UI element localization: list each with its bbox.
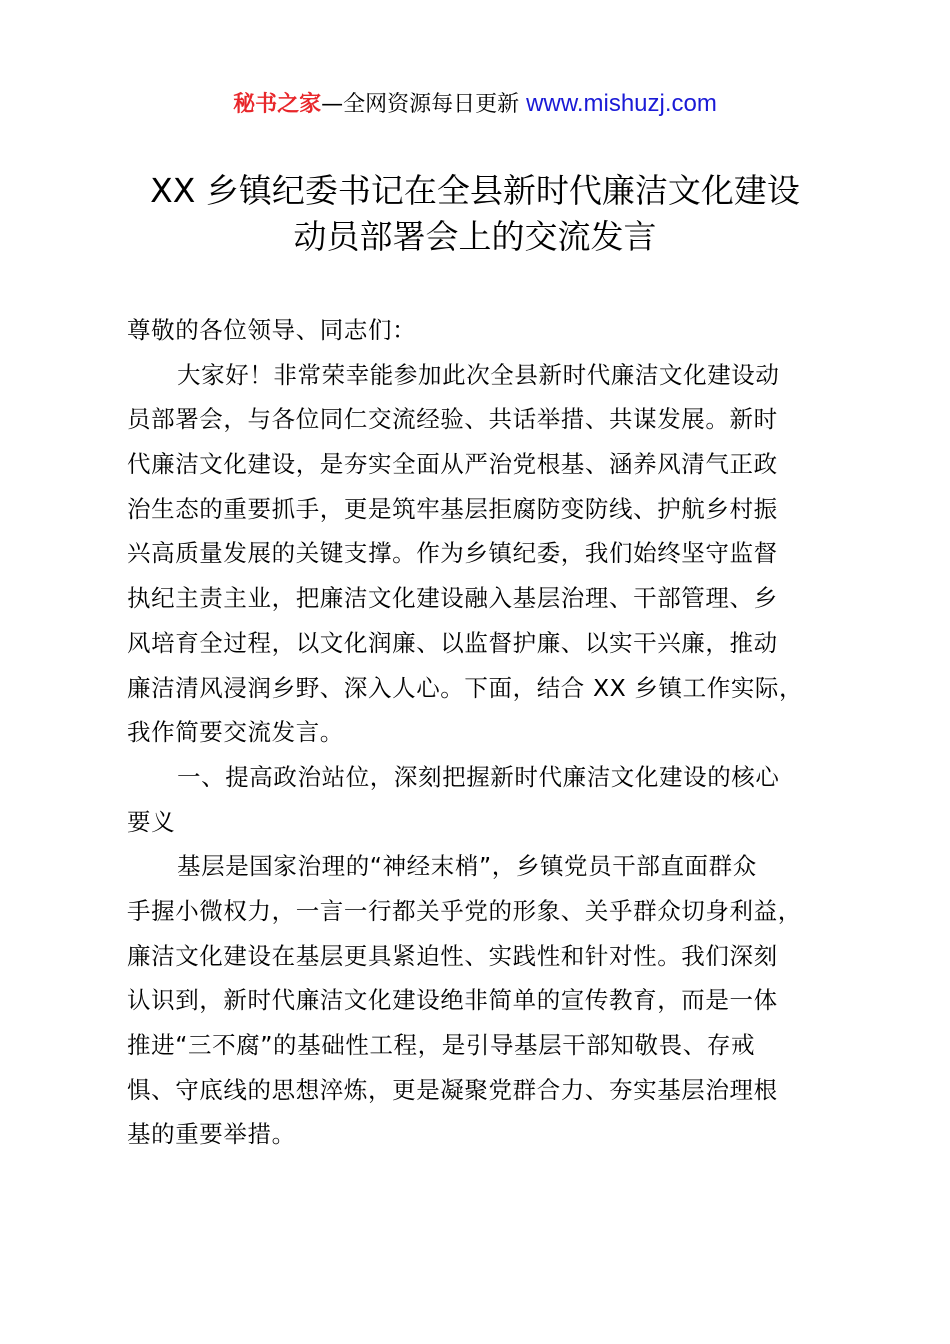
text-line: 风培育全过程，以文化润廉、以监督护廉、以实干兴廉，推动: [127, 628, 778, 657]
text-line: 认识到，新时代廉洁文化建设绝非简单的宣传教育，而是一体: [127, 986, 778, 1015]
brand-name: 秘书之家: [233, 92, 322, 117]
text-line: 治生态的重要抓手，更是筑牢基层拒腐防变防线、护航乡村振: [127, 494, 778, 523]
text-line: 手握小微权力，一言一行都关乎党的形象、关乎群众切身利益，: [127, 896, 802, 925]
text-line: 代廉洁文化建设，是夯实全面从严治党根基、涵养风清气正政: [127, 450, 778, 479]
document-body: [127, 308, 867, 1157]
text-line: 基的重要举措。: [127, 1120, 296, 1149]
text-line: 兴高质量发展的关键支撑。作为乡镇纪委，我们始终坚守监督: [127, 539, 778, 568]
title-line-2: 动员部署会上的交流发言: [293, 217, 657, 256]
text-line: 廉洁文化建设在基层更具紧迫性、实践性和针对性。我们深刻: [127, 941, 778, 970]
text-line: 一、提高政治站位，深刻把握新时代廉洁文化建设的核心: [177, 762, 780, 791]
text-line: 廉洁清风浸润乡野、深入人心。下面，结合 XX 乡镇工作实际，: [127, 673, 804, 702]
text-line: 要义: [127, 807, 176, 836]
text-line: 大家好！非常荣幸能参加此次全县新时代廉洁文化建设动: [177, 360, 780, 389]
text-line: 员部署会，与各位同仁交流经验、共话举措、共谋发展。新时: [127, 405, 778, 434]
site-header: [0, 88, 950, 121]
text-line: 我作简要交流发言。: [127, 718, 344, 747]
title-line-1: XX 乡镇纪委书记在全县新时代廉洁文化建设: [150, 171, 800, 210]
site-url-link[interactable]: www.mishuzj.com: [526, 90, 717, 117]
text-line: 惧、守底线的思想淬炼，更是凝聚党群合力、夯实基层治理根: [127, 1075, 778, 1104]
slogan: —全网资源每日更新: [321, 92, 527, 117]
document-title: [0, 168, 950, 260]
text-line: 尊敬的各位领导、同志们：: [127, 316, 417, 344]
text-line: 执纪主责主业，把廉洁文化建设融入基层治理、干部管理、乡: [127, 584, 778, 613]
text-line: 推进“三不腐”的基础性工程，是引导基层干部知敬畏、存戒: [127, 1031, 756, 1059]
text-line: 基层是国家治理的“神经末梢”，乡镇党员干部直面群众: [177, 852, 757, 881]
